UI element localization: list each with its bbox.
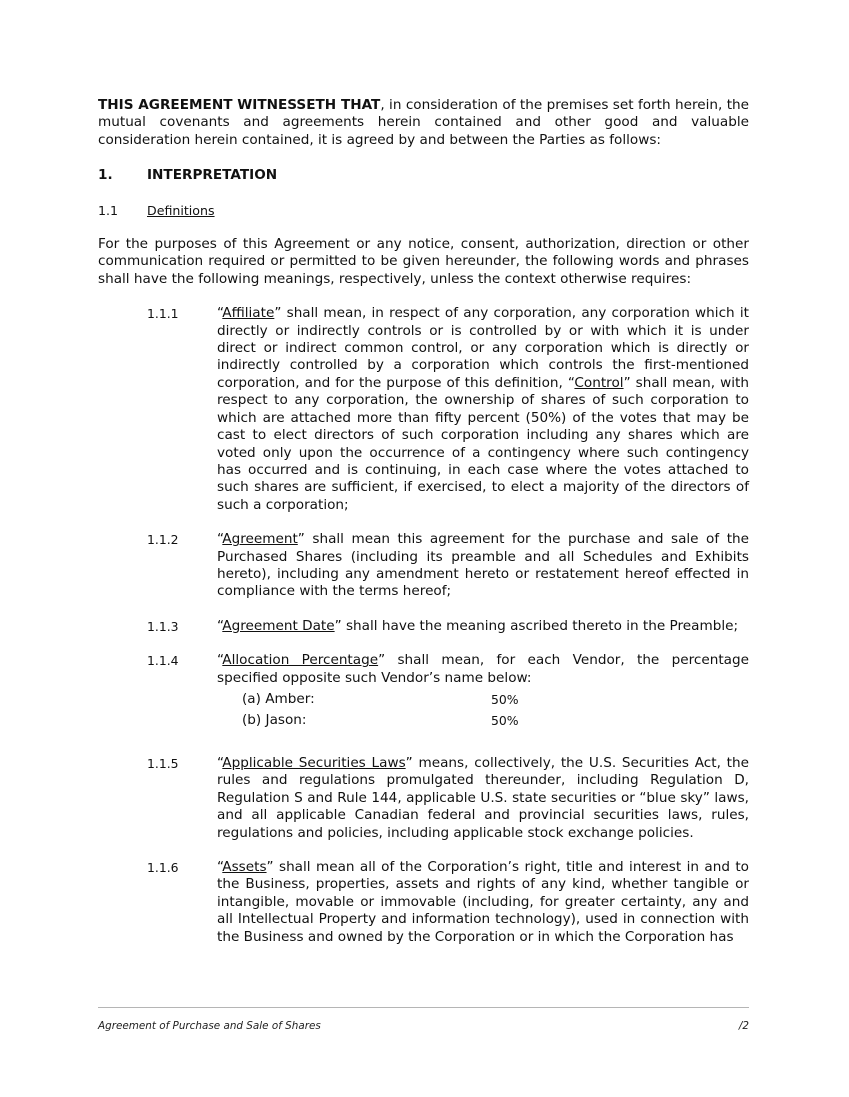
close-quote: ”: [274, 305, 282, 322]
definition-body: [217, 652, 749, 731]
open-quote: “: [217, 754, 223, 771]
open-quote: “: [217, 531, 223, 548]
definition-text: shall have the meaning ascribed thereto in the Preamble;: [341, 617, 739, 634]
definition-number: 1.1.6: [147, 860, 179, 875]
definition-text: shall mean this agreement for the purchase and sale of the Purchased Shares (including its preamble and all Schedules and Exhibits hereto), including any amendment hereto or restatement hereof effected in compliance with the terms hereof;: [217, 531, 749, 600]
close-quote: ”: [405, 754, 413, 771]
vendor-name: (b) Jason:: [242, 711, 307, 728]
open-quote: “: [217, 859, 223, 875]
intro-text: , in consideration of the premises set forth herein, the mutual covenants and agreements herein contained and other good and valuable consideration herein contained, it is agreed by and between the Parties as follows:: [98, 97, 749, 148]
open-quote: “: [217, 652, 223, 669]
close-quote: ”: [378, 652, 386, 669]
definition-number: 1.1.3: [147, 618, 179, 634]
close-quote: ”: [297, 531, 305, 548]
definition-allocation-percentage: [98, 652, 749, 731]
open-quote: “: [217, 305, 223, 322]
document-page: [98, 97, 749, 963]
definition-number: 1.1.2: [147, 532, 179, 548]
allocation-table: [242, 689, 749, 731]
subsection-title: Definitions: [147, 202, 215, 218]
intro-lead: THIS AGREEMENT WITNESSETH THAT: [98, 97, 381, 113]
open-quote: “: [567, 374, 575, 391]
subsection-heading-definitions: [98, 202, 749, 219]
close-quote: ”: [623, 374, 631, 391]
definition-body: [217, 859, 749, 946]
allocation-row: [242, 689, 749, 710]
close-quote: ”: [266, 859, 274, 875]
definition-text: means, collectively, the U.S. Securities Act, the rules and regulations promulgated thereunder, including Regulation D, Regulation S and Rule 144, applicable U.S. state securities or “blue sky” laws, and all applicable Canadian federal and provincial securities laws, rules, regulations and policies, including applicable stock exchange policies.: [217, 754, 749, 841]
definition-text: shall mean all of the Corporation’s right, title and interest in and to the Business, properties, assets and rights of any kind, whether tangible or intangible, movable or immovable (including, for greater certainty, any and all Intellectual Property and information technology), used in connection with the Business and owned by the Corporation or in which the Corporation has: [217, 859, 749, 945]
definition-number: 1.1.4: [147, 653, 179, 669]
section-heading-interpretation: [98, 167, 749, 184]
definition-number: 1.1.1: [147, 306, 179, 322]
definition-agreement: [98, 531, 749, 601]
definition-text: shall mean, with respect to any corporation, the ownership of shares of such corporation to which are attached more than fifty percent (50%) of the votes that may be cast to elect directors of such corporation including any shares which are voted only upon the occurrence of a contingency where such contingency has occurred and is continuing, in each case where the votes attached to such shares are sufficient, if exercised, to elect a majority of the directors of such a corporation;: [217, 374, 749, 513]
definition-body: [217, 755, 749, 842]
definition-agreement-date: [98, 618, 749, 635]
definition-affiliate: [98, 305, 749, 514]
definition-number: 1.1.5: [147, 755, 179, 771]
vendor-percentage: 50%: [491, 691, 519, 707]
definition-assets: [98, 859, 749, 946]
defined-term-control: Control: [574, 374, 624, 391]
defined-term: Applicable Securities Laws: [222, 754, 406, 771]
allocation-row: [242, 710, 749, 731]
footer-document-title: Agreement of Purchase and Sale of Shares: [98, 1020, 321, 1032]
defined-term: Agreement Date: [222, 617, 335, 634]
open-quote: “: [217, 617, 223, 634]
definition-body: [217, 618, 749, 635]
subsection-number: 1.1: [98, 202, 119, 218]
definition-body: [217, 305, 749, 514]
defined-term: Assets: [222, 859, 267, 875]
definition-text: shall mean, for each Vendor, the percentage specified opposite such Vendor’s name below:: [217, 652, 749, 686]
definition-paragraph: [217, 652, 749, 687]
section-title: INTERPRETATION: [147, 167, 278, 184]
definition-body: [217, 531, 749, 601]
close-quote: ”: [334, 617, 342, 634]
page-footer: [98, 1007, 749, 1035]
purpose-paragraph: For the purposes of this Agreement or any notice, consent, authorization, direction or other communication required or permitted to be given hereunder, the following words and phrases shall have the following meanings, respectively, unless the context otherwise requires:: [98, 236, 749, 287]
defined-term: Affiliate: [222, 305, 275, 322]
definition-applicable-securities-laws: [98, 755, 749, 842]
intro-paragraph: [98, 97, 749, 149]
defined-term: Agreement: [222, 531, 298, 548]
vendor-name: (a) Amber:: [242, 690, 315, 707]
section-number: 1.: [98, 167, 113, 184]
vendor-percentage: 50%: [491, 712, 519, 728]
defined-term: Allocation Percentage: [222, 652, 379, 669]
footer-page-number: /2: [738, 1020, 749, 1032]
definition-text: shall mean, in respect of any corporation, any corporation which it directly or indirectly controls or is controlled by or with which it is under direct or indirect common control, or any corporation which is directly or indirectly controlled by a corporation which controls the first-mentioned corporation, and for the purpose of this definition,: [217, 305, 749, 391]
